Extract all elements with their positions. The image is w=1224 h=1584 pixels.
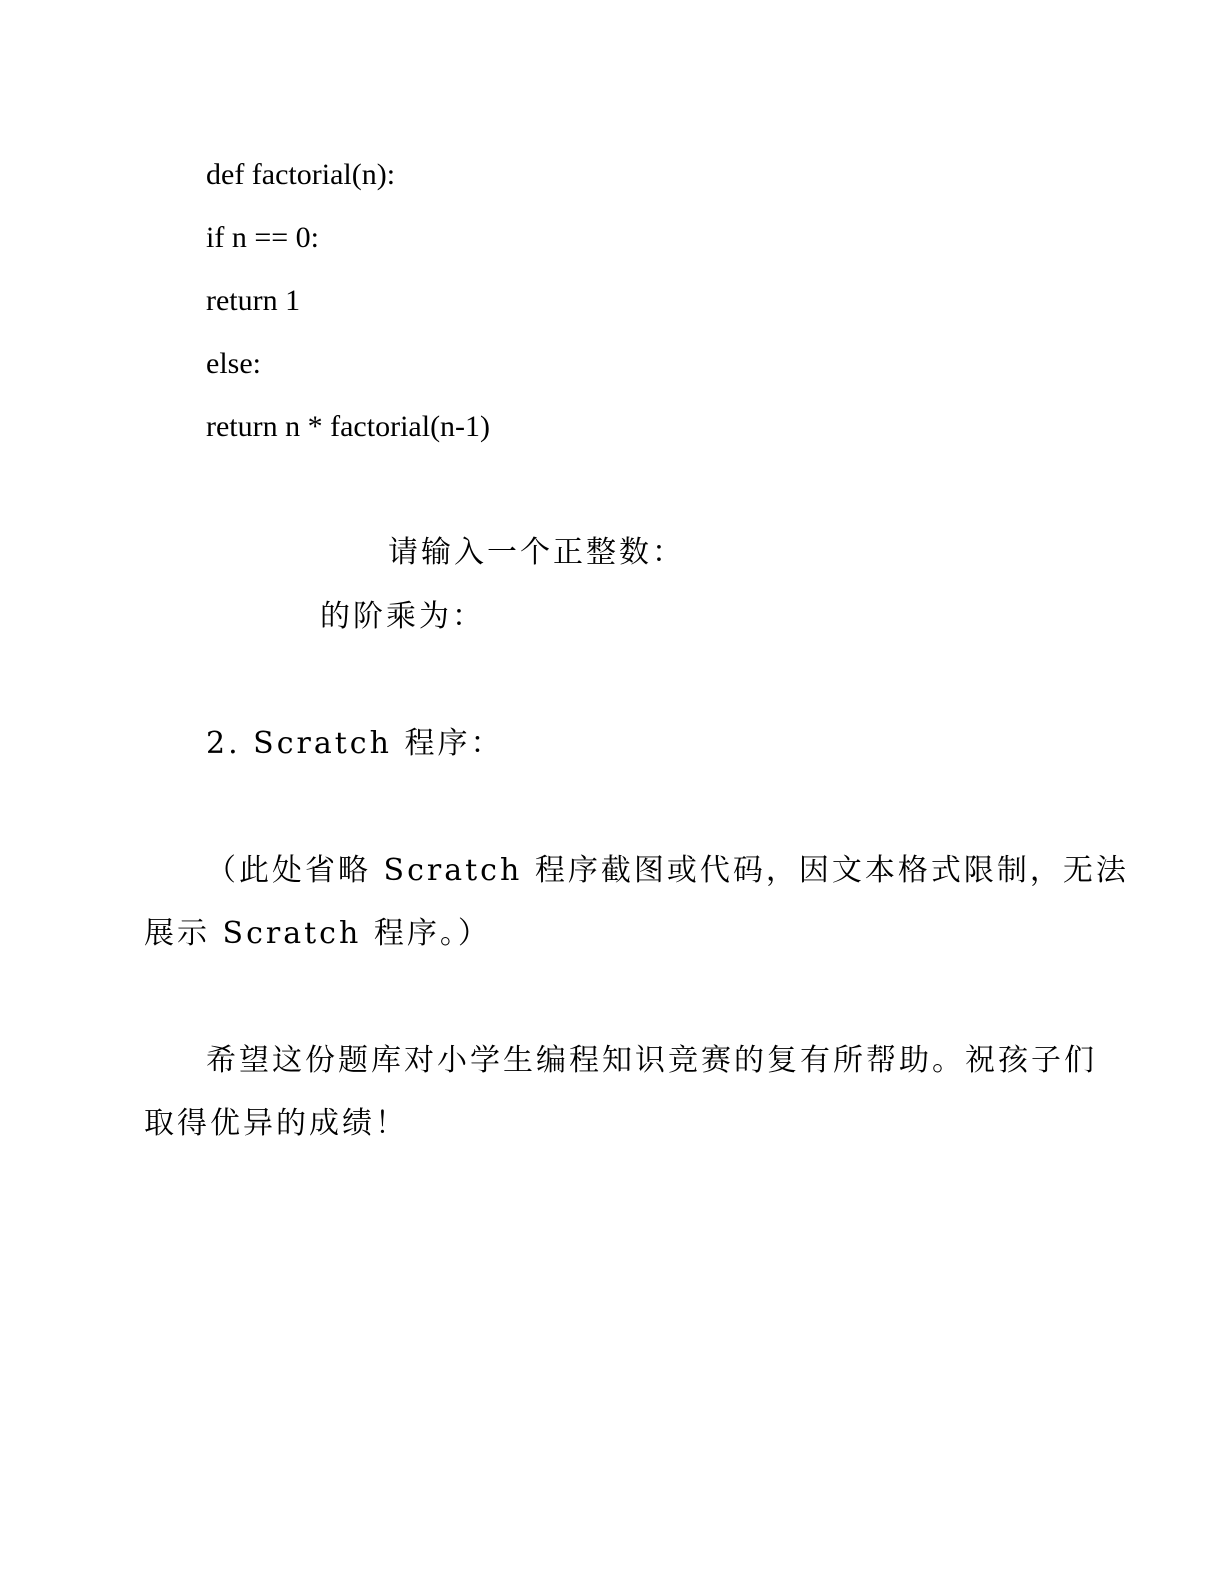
closing-line-2: 取得优异的成绩！ (144, 1106, 408, 1141)
code-line-return-recursive: return n * factorial(n-1) (206, 410, 491, 443)
section-heading-scratch: 2. Scratch 程序： (206, 726, 504, 761)
closing-line-1: 希望这份题库对小学生编程知识竞赛的复有所帮助。祝孩子们 (206, 1043, 1097, 1078)
code-line-if: if n == 0: (206, 221, 319, 254)
code-line-def: def factorial(n): (206, 158, 396, 191)
note-line-1: （此处省略 Scratch 程序截图或代码，因文本格式限制，无法 (206, 853, 1129, 888)
input-prompt-text: 请输入一个正整数： (388, 535, 685, 570)
code-line-return-1: return 1 (206, 284, 301, 317)
code-line-else: else: (206, 347, 261, 380)
factorial-result-text: 的阶乘为： (320, 599, 485, 634)
note-line-2: 展示 Scratch 程序。） (144, 916, 491, 951)
